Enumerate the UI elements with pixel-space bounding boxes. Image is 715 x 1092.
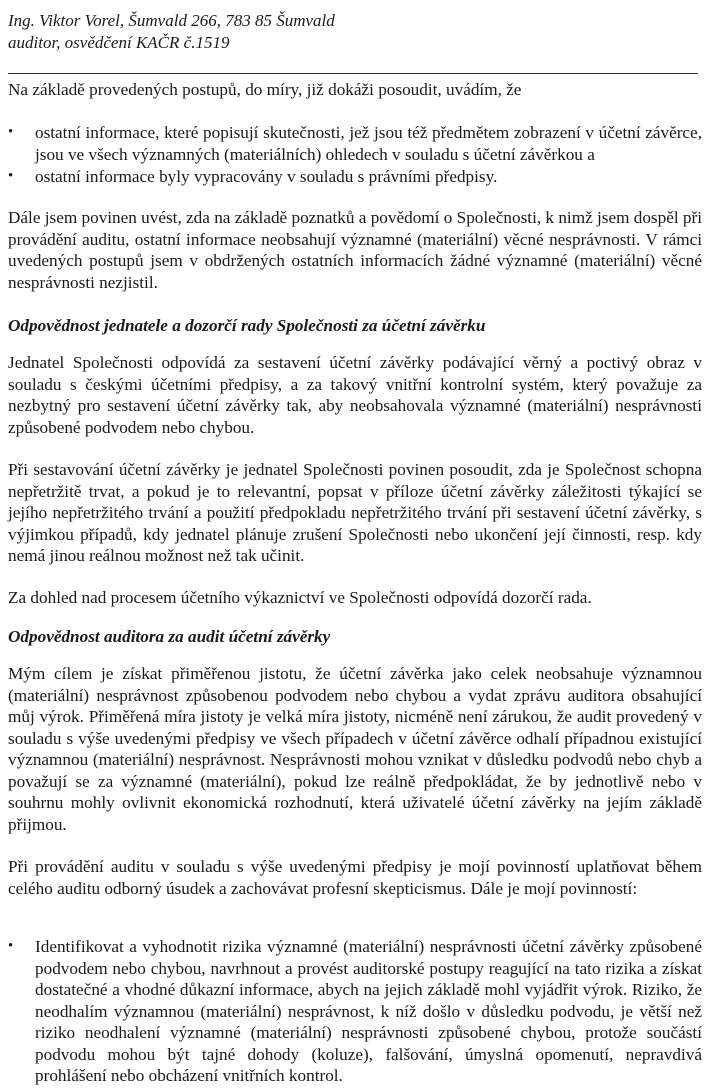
- list-item: [8, 166, 702, 188]
- list-item: [8, 122, 702, 165]
- auditor-paragraph-2: Při provádění auditu v souladu s výše uvedenými předpisy je mojí povinností uplatňovat během celého auditu odborný úsudek a zachovávat profesní skepticismus. Dále je mojí povinností:: [8, 857, 702, 898]
- section-heading-board: Odpovědnost jednatele a dozorčí rady Společnosti za účetní závěrku: [8, 316, 486, 335]
- board-paragraph-3: Za dohled nad procesem účetního výkaznictví ve Společnosti odpovídá dozorčí rada.: [8, 588, 592, 607]
- letterhead: [8, 10, 335, 54]
- letterhead-name-address: Ing. Viktor Vorel, Šumvald 266, 783 85 Šumvald: [8, 11, 335, 30]
- bullet-icon: •: [8, 938, 14, 954]
- bullet-icon: •: [8, 124, 14, 140]
- section-heading-auditor: Odpovědnost auditora za audit účetní závěrky: [8, 627, 331, 646]
- board-paragraph-2: Při sestavování účetní závěrky je jednatel Společnosti povinen posoudit, zda je Společnost schopna nepřetržitě trvat, a pokud je to relevantní, popsat v příloze účetní závěrky záležitosti týkající se jejího nepřetržitého trvání a použití předpokladu nepřetržitého trvání při sestavení účetní závěrky, s výjimkou případů, kdy jednatel plánuje zrušení Společnosti nebo ukončení její činnosti, resp. kdy nemá jinou reálnou možnost než tak učinit.: [8, 460, 702, 565]
- board-paragraph-1: Jednatel Společnosti odpovídá za sestavení účetní závěrky podávající věrný a poctivý obraz v souladu s českými účetními předpisy, a za takový vnitřní kontrolní systém, který považuje za nezbytný pro sestavení účetní závěrky tak, aby neobsahovala významné (materiální) nesprávnosti způsobené podvodem nebo chybou.: [8, 353, 702, 437]
- list-item-text: ostatní informace, které popisují skutečnosti, jež jsou též předmětem zobrazení v účetní závěrce, jsou ve všech významných (materiálních) ohledech v souladu s účetní závěrkou a: [35, 123, 702, 164]
- letterhead-certification: auditor, osvědčení KAČR č.1519: [8, 33, 230, 52]
- bullet-icon: •: [8, 168, 14, 184]
- list-item-text: ostatní informace byly vypracovány v souladu s právními předpisy.: [35, 167, 498, 186]
- letterhead-divider: [8, 73, 698, 74]
- list-item-text: Identifikovat a vyhodnotit rizika významné (materiální) nesprávnosti účetní závěrky způsobené podvodem nebo chybou, navrhnout a provést auditorské postupy reagující na tato rizika a získat dostatečné a vhodné důkazní informace, abych na jejich základě mohl vyjádřit výrok. Riziko, že neodhalím významnou (materiální) nesprávnost, k níž došlo v důsledku podvodu, je větší než riziko neodhalení významné (materiální) nesprávnosti způsobené chybou, protože součástí podvodu mohou být tajné dohody (koluze), falšování, úmyslná opomenutí, nepravdivá prohlášení nebo obcházení vnitřních kontrol.: [35, 937, 702, 1085]
- list-item: [8, 936, 702, 1087]
- auditor-paragraph-1: Mým cílem je získat přiměřenou jistotu, že účetní závěrka jako celek neobsahuje významnou (materiální) nesprávnost způsobenou podvodem nebo chybou a vydat zprávu auditora obsahující můj výrok. Přiměřená míra jistoty je velká míra jistoty, nicméně není zárukou, že audit provedený v souladu s výše uvedenými předpisy ve všech případech v účetní závěrce odhalí případnou existující významnou (materiální) nesprávnost. Nesprávnosti mohou vznikat v důsledku podvodů nebo chyb a považují se za významné (materiální), pokud lze reálně předpokládat, že by jednotlivě nebo v souhrnu mohly ovlivnit ekonomická rozhodnutí, která uživatelé účetní závěrky na jejím základě přijmou.: [8, 664, 702, 834]
- duty-paragraph: Dále jsem povinen uvést, zda na základě poznatků a povědomí o Společnosti, k nimž jsem dospěl při provádění auditu, ostatní informace neobsahují významné (materiální) věcné nesprávnosti. V rámci uvedených postupů jsem v obdržených ostatních informacích žádné významné (materiální) věcné nesprávnosti nezjistil.: [8, 208, 703, 292]
- intro-paragraph: Na základě provedených postupů, do míry, již dokáži posoudit, uvádím, že: [8, 80, 522, 99]
